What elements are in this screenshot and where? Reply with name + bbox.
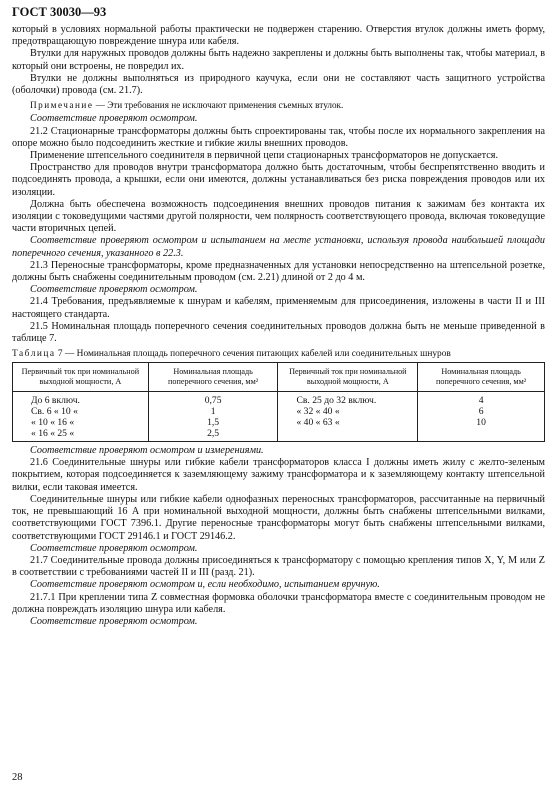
table-cell bbox=[278, 428, 418, 442]
compliance-check: Соответствие проверяют осмотром и, если необходимо, испытанием вручную. bbox=[30, 579, 380, 591]
column-header: Первичный ток при номинальной выходной мощности, А bbox=[278, 363, 418, 392]
table-cell: 6 bbox=[418, 406, 545, 417]
caption-label: Таблица bbox=[12, 349, 56, 360]
table-cell bbox=[418, 428, 545, 442]
table-cell: « 40 « 63 « bbox=[278, 417, 418, 428]
paragraph: Втулки для наружных проводов должны быть надежно закреплены и должны быть выполнены так, чтобы материал, в который они встроены, не повредил их. bbox=[12, 48, 545, 72]
compliance-check: Соответствие проверяют осмотром. bbox=[30, 542, 198, 554]
compliance-check: Соответствие проверяют осмотром и испытанием на месте установки, используя провода наибольшей площади поперечного сечения, указанного в 22.3. bbox=[12, 235, 545, 259]
paragraph: который в условиях нормальной работы практически не подвержен старению. Отверстия втулок должны иметь форму, предотвращающую повреждение шнура или кабеля. bbox=[12, 24, 545, 48]
table-cell: 10 bbox=[418, 417, 545, 428]
table-cell: 2,5 bbox=[148, 428, 278, 442]
clause-21-3: 21.3 Переносные трансформаторы, кроме предназначенных для установки непосредственно на штепсельной розетке, должны быть снабжены соединительным проводом (см. 2.21) длиной от 2 до 4 м. bbox=[12, 259, 545, 284]
paragraph: Применение штепсельного соединителя в первичной цепи стационарных трансформаторов не допускается. bbox=[30, 150, 499, 162]
clause-21-2: 21.2 Стационарные трансформаторы должны быть спроектированы так, чтобы после их нормального закрепления на опоре можно было подсоединить жесткие и гибкие жилы внешних проводов. bbox=[12, 125, 545, 149]
table-cell: 1 bbox=[148, 406, 278, 417]
clause-21-7-1: 21.7.1 При креплении типа Z совместная формовка оболочки трансформатора вместе с соединительным проводом не должна повреждать изоляцию шнура или кабеля. bbox=[12, 591, 545, 615]
table-cell: « 16 « 25 « bbox=[13, 428, 149, 442]
table-cell: Св. 6 « 10 « bbox=[13, 406, 149, 417]
clause-21-5: 21.5 Номинальная площадь поперечного сечения соединительных проводов должна быть не меньше приведенной в таблице 7. bbox=[12, 320, 545, 345]
paragraph: Соединительные шнуры или гибкие кабели однофазных переносных трансформаторов, рассчитанные на первичный ток, не превышающий 16 А при номинальной выходной мощности, должны быть снабжены штепсельными вилками, соответствующими ГОСТ 7396.1. Другие переносные трансформаторы могут быть снабжены штепсельными вилками, соответствующими ГОСТ 29146.1 и ГОСТ 29146.2. bbox=[12, 493, 545, 542]
compliance-check: Соответствие проверяют осмотром. bbox=[30, 113, 198, 125]
table-caption bbox=[12, 348, 545, 360]
paragraph: Втулки не должны выполняться из природного каучука, если они не составляют часть защитного устройства (оболочки) провода (см. 21.7). bbox=[12, 72, 545, 97]
column-header: Номинальная площадь поперечного сечения, мм² bbox=[148, 363, 278, 392]
column-header: Первичный ток при номинальной выходной мощности, А bbox=[13, 363, 149, 392]
table-row bbox=[13, 417, 545, 428]
note-label: Примечание bbox=[30, 100, 94, 111]
clause-21-6: 21.6 Соединительные шнуры или гибкие кабели трансформаторов класса I должны иметь жилу с желто-зеленым покрытием, которая подсоединяется к заземляющему зажиму трансформатора и к заземляющему контакту штепсельной вилки, если таковая имеется. bbox=[12, 457, 545, 493]
document-body bbox=[12, 24, 545, 628]
table-cell: « 10 « 16 « bbox=[13, 417, 149, 428]
paragraph: Должна быть обеспечена возможность подсоединения внешних проводов питания к зажимам без контакта их изоляции с токоведущими частями другой полярности, чем полярность соответствующего провода, включая токоведущие части вторичных цепей. bbox=[12, 198, 545, 235]
clause-21-7: 21.7 Соединительные провода должны присоединяться к трансформатору с помощью крепления типов X, Y, M или Z в соответствии с требованиями частей II и III (разд. 21). bbox=[12, 554, 545, 579]
table-7 bbox=[12, 362, 545, 442]
column-header: Номинальная площадь поперечного сечения, мм² bbox=[418, 363, 545, 392]
compliance-check: Соответствие проверяют осмотром и измерениями. bbox=[30, 445, 264, 457]
table-cell: До 6 включ. bbox=[13, 392, 149, 407]
compliance-check: Соответствие проверяют осмотром. bbox=[30, 284, 198, 296]
document-header: ГОСТ 30030—93 bbox=[12, 5, 107, 19]
note bbox=[12, 99, 545, 111]
table-cell: « 32 « 40 « bbox=[278, 406, 418, 417]
table-row bbox=[13, 392, 545, 407]
table-cell: 0,75 bbox=[148, 392, 278, 407]
caption-text: 7 — Номинальная площадь поперечного сечения питающих кабелей или соединительных шнуров bbox=[55, 349, 451, 360]
table-cell: 1,5 bbox=[148, 417, 278, 428]
note-text: — Эти требования не исключают применения съемных втулок. bbox=[93, 100, 344, 111]
clause-21-4: 21.4 Требования, предъявляемые к шнурам и кабелям, применяемым для присоединения, изложены в части II и III настоящего стандарта. bbox=[12, 296, 545, 320]
paragraph: Пространство для проводов внутри трансформатора должно быть достаточным, чтобы беспрепятственно вводить и подсоединять провода, а крышки, если они имеются, должны устанавливаться без риска повреждения проводов или их изоляции. bbox=[12, 162, 545, 198]
compliance-check: Соответствие проверяют осмотром. bbox=[30, 615, 198, 627]
table-row bbox=[13, 428, 545, 442]
table-cell: Св. 25 до 32 включ. bbox=[278, 392, 418, 407]
page-number: 28 bbox=[12, 772, 23, 783]
table-header-row bbox=[13, 363, 545, 392]
table-cell: 4 bbox=[418, 392, 545, 407]
table-row bbox=[13, 406, 545, 417]
